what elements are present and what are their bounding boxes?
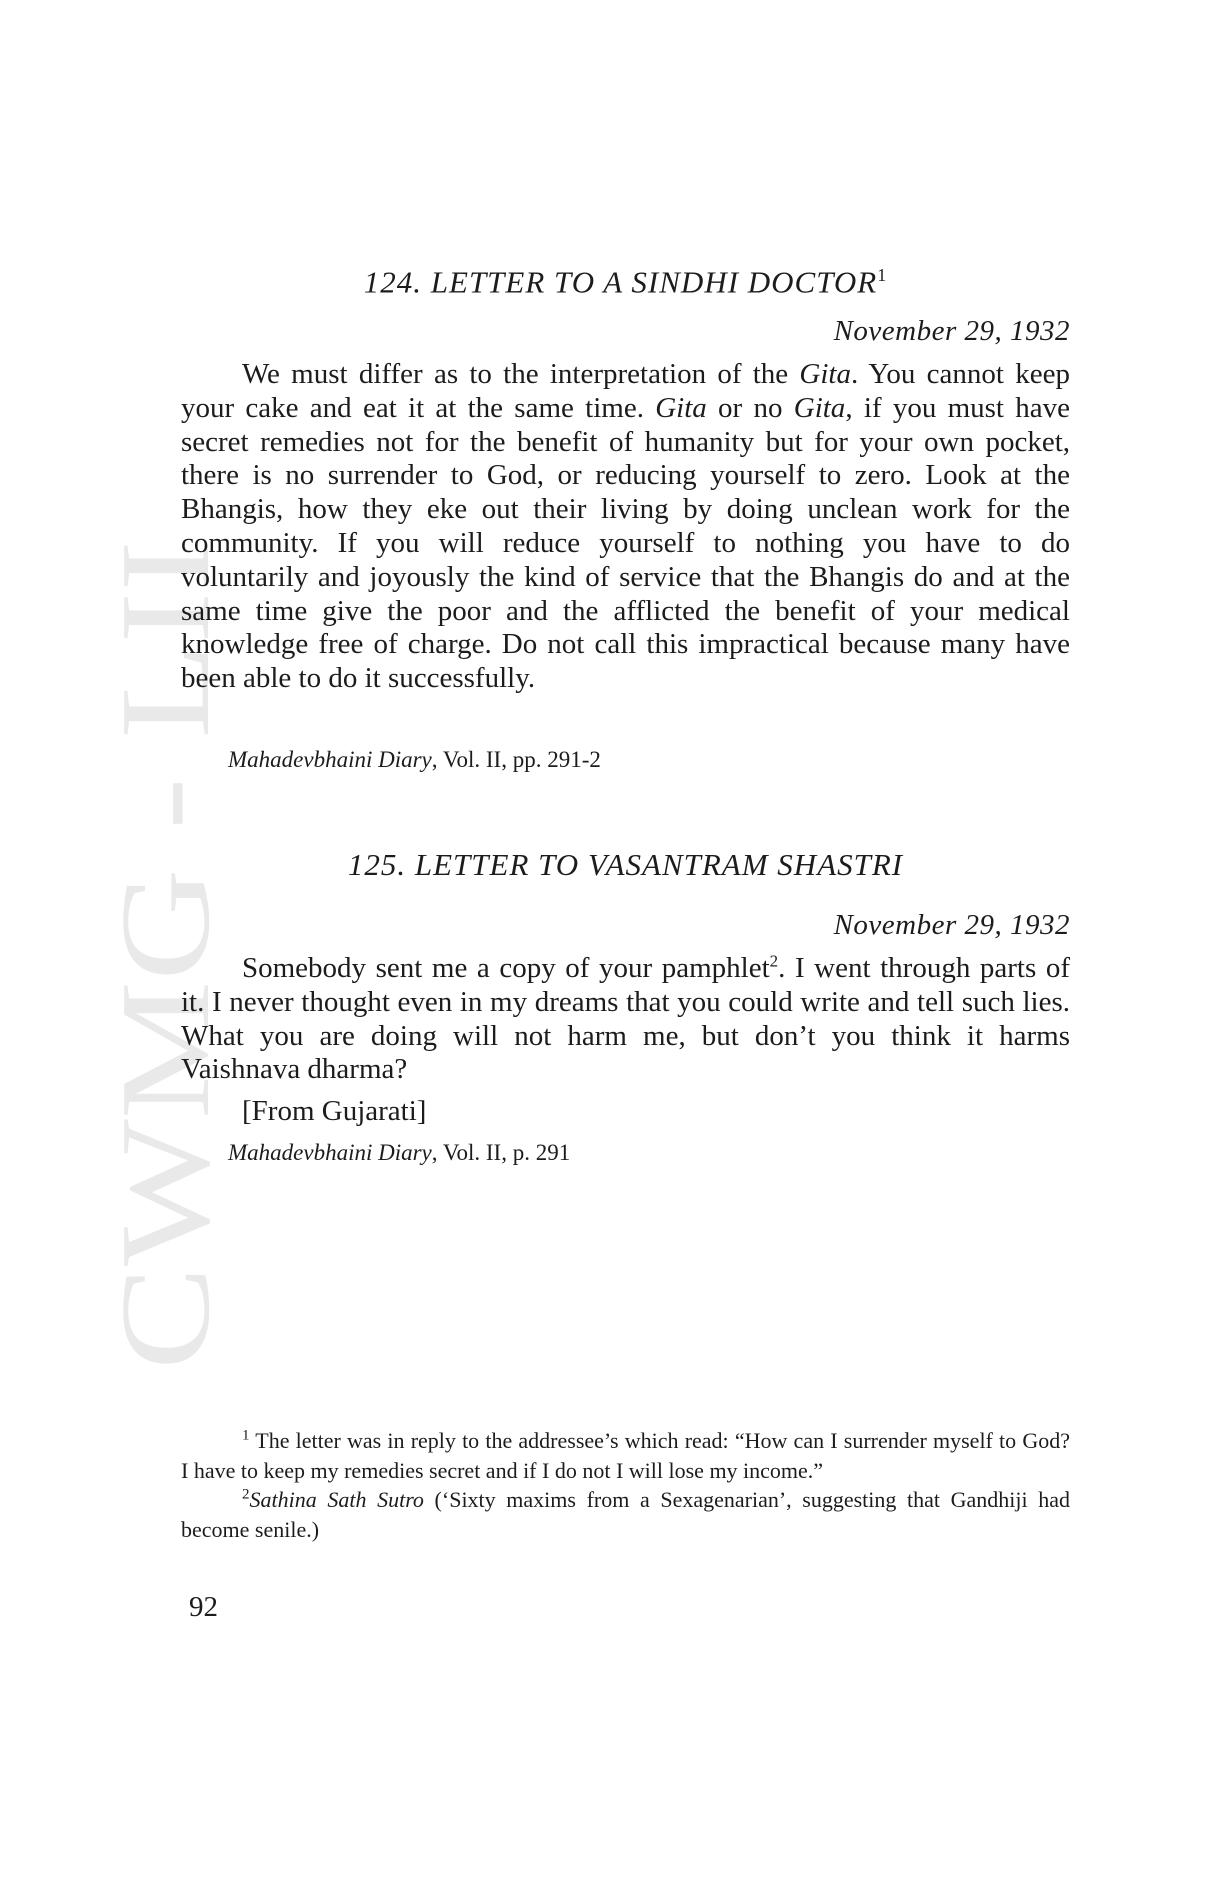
letter-124-date: November 29, 1932 [833, 315, 1070, 347]
source-reference: , Vol. II, pp. 291-2 [431, 747, 601, 772]
footnote-marker: 2 [769, 951, 779, 971]
text-run: We must differ as to the interpretation of the [242, 358, 800, 390]
footnote-1 [181, 1426, 1070, 1485]
footnote-marker: 2 [242, 1486, 250, 1503]
source-reference: , Vol. II, p. 291 [431, 1140, 571, 1165]
letter-124-source [228, 745, 601, 775]
footnote-marker: 1 [242, 1427, 250, 1444]
italic-text: Gita [799, 358, 851, 390]
letter-125-paragraph [181, 952, 1070, 1087]
text-run: , if you must have secret remedies not for the benefit of humanity but for your own pocket, there is no surrender to God, or reducing yourself to zero. Look at the Bhangis, how they eke out their living by doing unclean work for the community. If you will reduce yourself to nothing you have to do voluntarily and joyously the kind of service that the Bhangis do and at the same time give the poor and the afflicted the benefit of your medical knowledge free of charge. Do not call this impractical because many have been able to do it successfully. [181, 391, 1070, 695]
text-run: The letter was in reply to the addressee’s which read: “How can I surrender myself to God? I have to keep my remedies secret and if I do not I will lose my income.” [181, 1428, 1070, 1483]
footnote-ref-1: 1 [877, 265, 888, 285]
letter-125-heading [181, 845, 1070, 885]
letter-125-date: November 29, 1932 [833, 909, 1070, 941]
italic-text: Gita [655, 391, 707, 424]
footnotes [181, 1426, 1070, 1544]
footnote-2 [181, 1485, 1070, 1544]
letter-125-body [181, 952, 1070, 1087]
text-run: or no [706, 391, 794, 424]
watermark-text: CWMG - LII [94, 687, 236, 1370]
text-run: (‘Sixty maxims from a Sexagenarian’, suggesting that Gandhiji had become senile.) [181, 1487, 1070, 1542]
text-run: Somebody sent me a copy of your pamphlet [242, 952, 770, 984]
italic-text: Sathina Sath Sutro [249, 1487, 424, 1512]
letter-125-title: 125. LETTER TO VASANTRAM SHASTRI [347, 847, 904, 882]
letter-125-source [228, 1138, 570, 1168]
text-run: . I went through parts of it. I never thought even in my dreams that you could write and tell such lies. What you are doing will not harm me, but don’t you think it harms Vaishnava dharma? [181, 952, 1070, 1086]
page-content [181, 0, 1070, 1890]
letter-124-paragraph [181, 358, 1070, 696]
page-number: 92 [189, 1591, 218, 1623]
text-run: . You cannot keep your cake and eat it at the same time. [181, 358, 1070, 424]
letter-124-title: 124. LETTER TO A SINDHI DOCTOR [363, 264, 878, 300]
italic-text: Gita [793, 391, 846, 424]
source-title: Mahadevbhaini Diary [228, 747, 432, 772]
letter-124-heading [181, 255, 1070, 302]
language-tag: [From Gujarati] [242, 1095, 427, 1127]
letter-124-body [181, 358, 1070, 696]
source-title: Mahadevbhaini Diary [228, 1140, 432, 1165]
